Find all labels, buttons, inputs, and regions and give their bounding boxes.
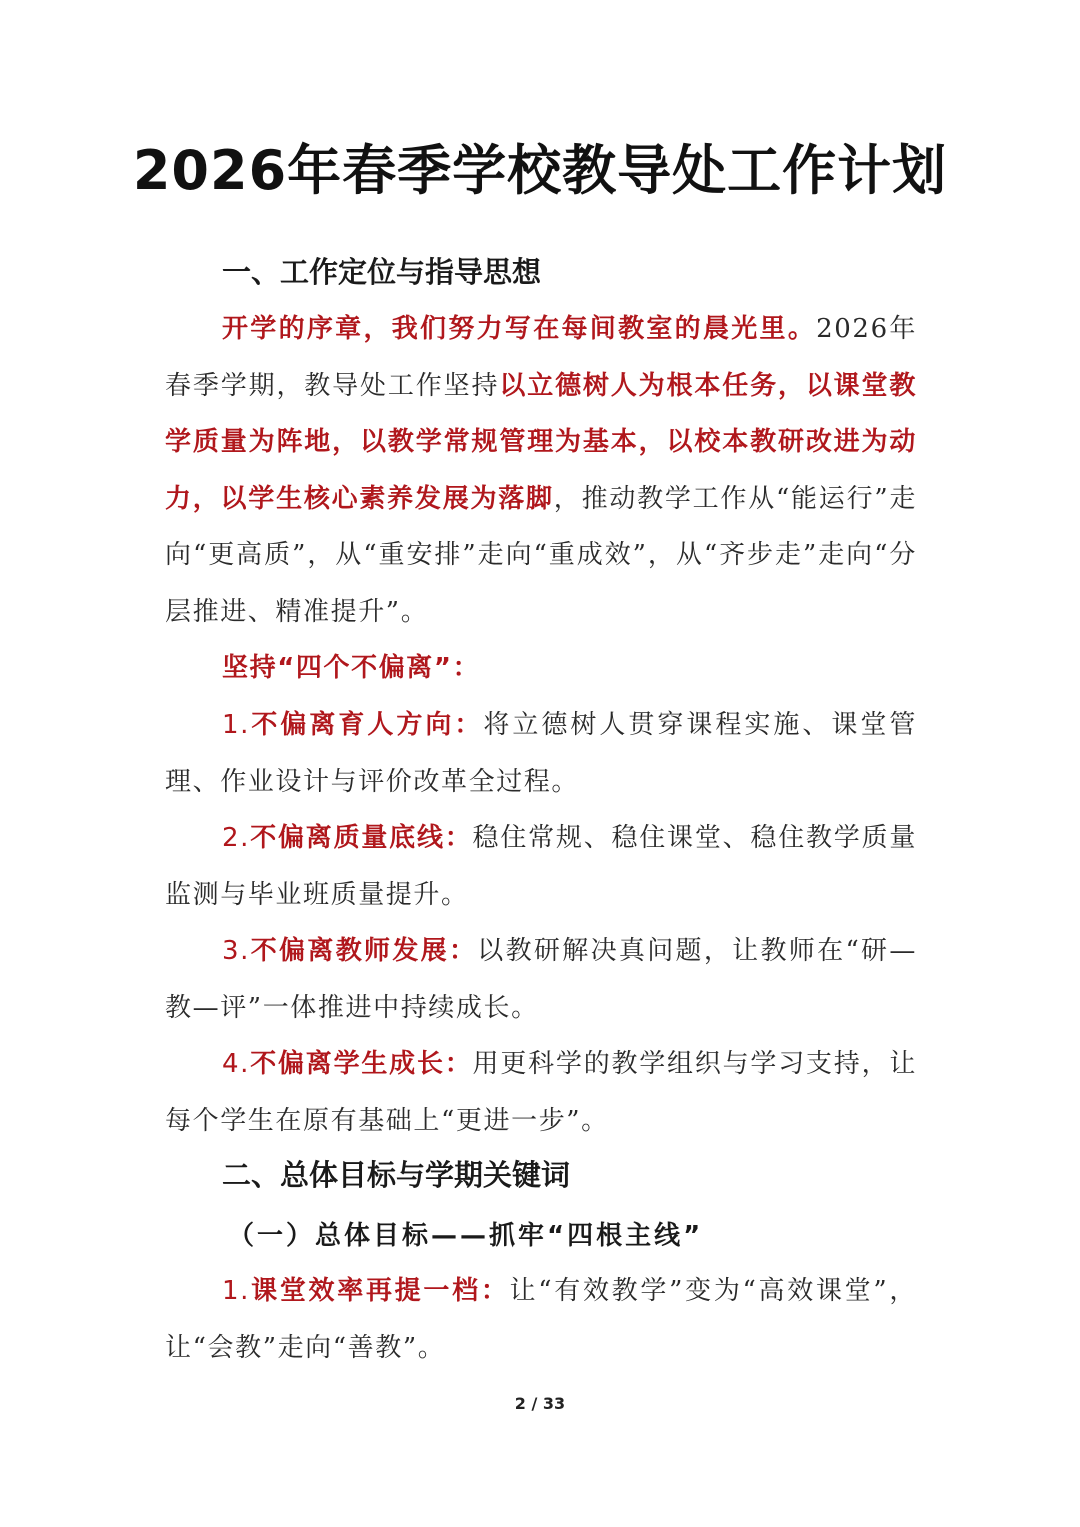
item-label: 不偏离育人方向： [250,710,484,740]
list-item [165,810,917,923]
document-title: 2026年春季学校教导处工作计划 [132,139,948,202]
intro-lead: 开学的序章，我们努力写在每间教室的晨光里。 [222,314,817,344]
intro-paragraph [165,301,917,640]
item-label: 课堂效率再提一档： [250,1276,510,1306]
item-text: 稳住常规、稳住课堂、稳住教学质量监测与毕业班质量提升。 [165,823,917,910]
list-item [165,923,917,1036]
item-label: 不偏离质量底线： [250,823,473,853]
page-number: 2 / 33 [514,1394,566,1413]
item-number: 3. [222,936,251,966]
adhere-line [165,640,917,697]
list-item [165,1036,917,1149]
intro-principles: 以立德树人为根本任务，以课堂教学质量为阵地，以教学常规管理为基本，以校本教研改进为动力，以学生核心素养发展为落脚 [165,370,917,514]
item-number: 1. [222,710,251,740]
adhere-label: 坚持“四个不偏离”： [222,653,481,683]
subsection-heading: （一）总体目标——抓牢“四根主线” [228,1221,704,1251]
item-label: 不偏离教师发展： [250,936,478,966]
list-item [165,1263,917,1376]
item-number: 2. [222,823,251,853]
intro-text-2: ，推动教学工作从“能运行”走向“更高质”，从“重安排”走向“重成效”，从“齐步走”走向“分层推进、精准提升”。 [165,483,918,627]
section-heading-1: 一、工作定位与指导思想 [222,255,542,289]
item-text: 将立德树人贯穿课程实施、课堂管理、作业设计与评价改革全过程。 [165,710,917,797]
item-number: 4. [222,1049,251,1079]
list-item [165,697,917,810]
item-text: 用更科学的教学组织与学习支持，让每个学生在原有基础上“更进一步”。 [165,1049,917,1136]
intro-text-1: 2026年春季学期，教导处工作坚持 [165,314,918,401]
section-heading-2: 二、总体目标与学期关键词 [222,1158,571,1192]
item-text: 以教研解决真问题，让教师在“研—教—评”一体推进中持续成长。 [165,936,917,1023]
item-number: 1. [222,1276,251,1306]
item-label: 不偏离学生成长： [250,1049,473,1079]
item-text: 让“有效教学”变为“高效课堂”，让“会教”走向“善教”。 [165,1276,917,1363]
